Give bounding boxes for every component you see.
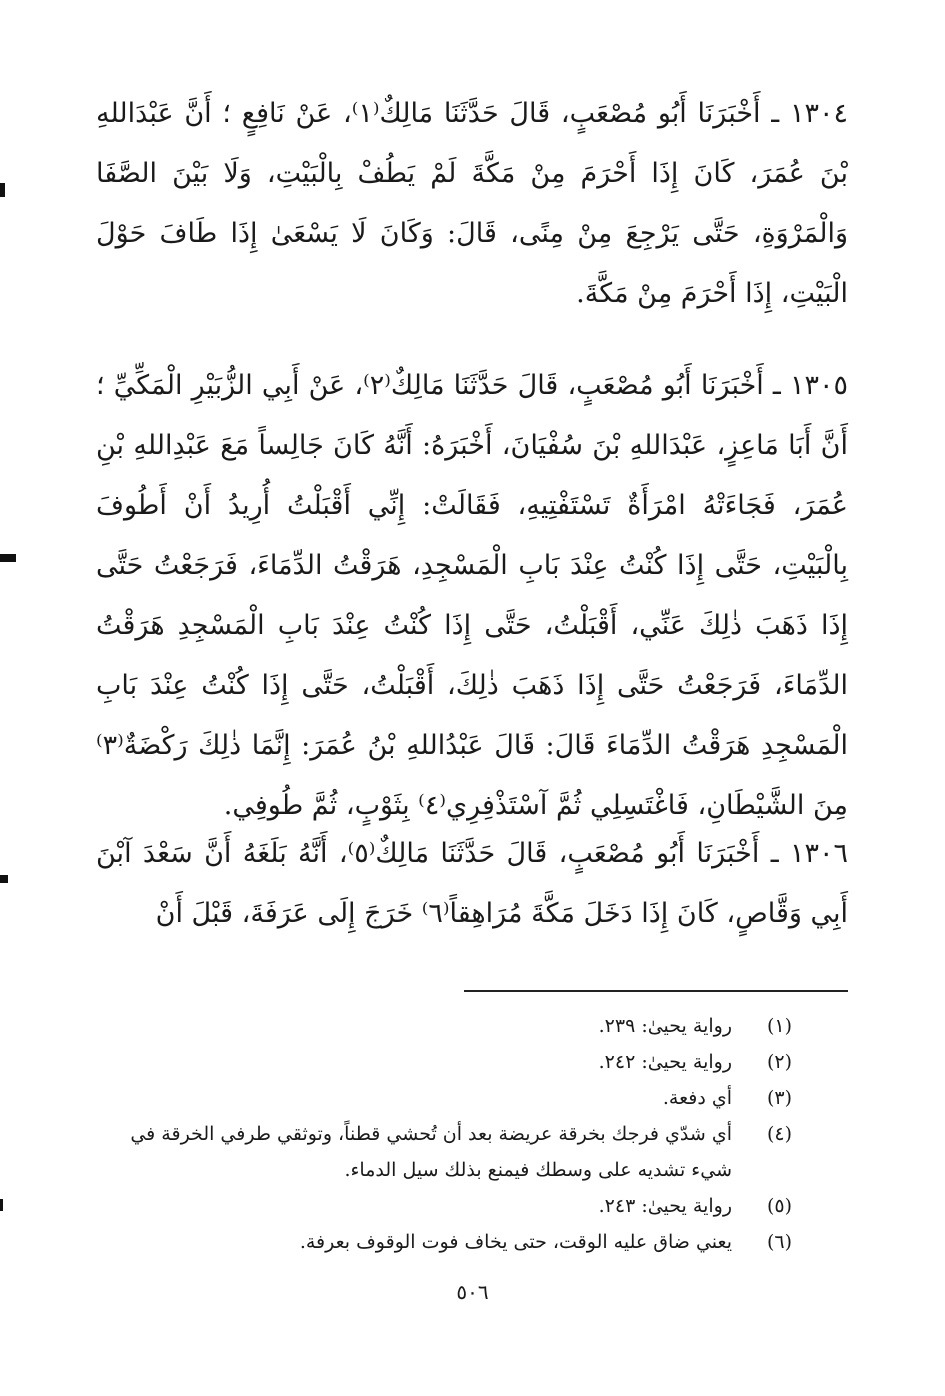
footnote-text: يعني ضاق عليه الوقت، حتى يخاف فوت الوقوف بعرفة. [299,1231,732,1253]
footnote-4 [92,1116,792,1188]
page-number: ٥٠٦ [456,1280,489,1304]
footnote-6 [92,1224,792,1260]
scan-edge-mark [0,183,5,197]
footnotes-section [92,1008,792,1260]
footnote-number: (٢) [766,1051,792,1073]
footnote-2 [92,1044,792,1080]
scan-edge-mark [0,875,8,883]
hadith-1305-paragraph: ١٣٠٥ ـ أَخْبَرَنَا أَبُو مُصْعَبٍ، قَالَ حَدَّثَنَا مَالِكٌ⁽٢⁾، عَنْ أَبِي الزُّبَيْرِ الْمَكِّيِّ ؛ أَنَّ أَبَا مَاعِزٍ، عَبْدَاللهِ بْنَ سُفْيَانَ، أَخْبَرَهُ: أَنَّهُ كَانَ جَالِساً مَعَ عَبْدِاللهِ بْنِ عُمَرَ، فَجَاءَتْهُ امْرَأَةٌ تَسْتَفْتِيهِ، فَقَالَتْ: إِنِّي أَقْبَلْتُ أُرِيدُ أَنْ أَطُوفَ بِالْبَيْتِ، حَتَّى إِذَا كُنْتُ عِنْدَ بَابِ الْمَسْجِدِ، هَرَقْتُ الدِّمَاءَ، فَرَجَعْتُ حَتَّى إِذَا ذَهَبَ ذٰلِكَ عَنِّي، أَقْبَلْتُ، حَتَّى إِذَا كُنْتُ عِنْدَ بَابِ الْمَسْجِدِ هَرَقْتُ الدِّمَاءَ، فَرَجَعْتُ حَتَّى إِذَا ذَهَبَ ذٰلِكَ، أَقْبَلْتُ، حَتَّى إِذَا كُنْتُ عِنْدَ بَابِ الْمَسْجِدِ هَرَقْتُ الدِّمَاءَ قَالَ: قَالَ عَبْدُاللهِ بْنُ عُمَرَ: إِنَّمَا ذٰلِكَ رَكْضَةٌ⁽٣⁾ مِنَ الشَّيْطَانِ، فَاغْتَسِلِي ثُمَّ آسْتَذْفِرِي⁽٤⁾ بِثَوْبٍ، ثُمَّ طُوفِي. [96,370,848,821]
footnote-1 [92,1008,792,1044]
scan-edge-mark [0,554,16,562]
footnote-number: (١) [766,1015,792,1037]
footnote-number: (٤) [766,1123,792,1145]
footnote-number: (٥) [766,1195,792,1217]
hadith-1304-paragraph: ١٣٠٤ ـ أَخْبَرَنَا أَبُو مُصْعَبٍ، قَالَ حَدَّثَنَا مَالِكٌ⁽١⁾، عَنْ نَافِعٍ ؛ أَنَّ عَبْدَاللهِ بْنَ عُمَرَ، كَانَ إِذَا أَحْرَمَ مِنْ مَكَّةَ لَمْ يَطُفْ بِالْبَيْتِ، وَلَا بَيْنَ الصَّفَا وَالْمَرْوَةِ، حَتَّى يَرْجِعَ مِنْ مِنًى، قَالَ: وَكَانَ لَا يَسْعَىٰ إِذَا طَافَ حَوْلَ الْبَيْتِ، إِذَا أَحْرَمَ مِنْ مَكَّةَ. [96,98,848,309]
scan-edge-mark [0,1199,3,1211]
footnote-separator [464,990,848,992]
footnote-text: رواية يحيىٰ: ٢٤٢. [598,1051,732,1073]
footnote-5 [92,1188,792,1224]
footnote-text: رواية يحيىٰ: ٢٤٣. [598,1195,732,1217]
footnote-3 [92,1080,792,1116]
hadith-1306-paragraph: ١٣٠٦ ـ أَخْبَرَنَا أَبُو مُصْعَبٍ، قَالَ حَدَّثَنَا مَالِكٌ⁽٥⁾، أَنَّهُ بَلَغَهُ أَنَّ سَعْدَ آبْنَ أَبِي وَقَّاصٍ، كَانَ إِذَا دَخَلَ مَكَّةَ مُرَاهِقاً⁽٦⁾ خَرَجَ إِلَى عَرَفَةَ، قَبْلَ أَنْ [96,838,848,929]
footnote-number: (٣) [766,1087,792,1109]
footnote-text: أي دفعة. [662,1087,732,1109]
footnote-number: (٦) [766,1231,792,1253]
footnote-text: رواية يحيىٰ: ٢٣٩. [598,1015,732,1037]
footnote-text: أي شدّي فرجك بخرقة عريضة بعد أن تُحشي قطناً، وتوثقي طرفي الخرقة في شيء تشديه على وسطك فيمنع بذلك سيل الدماء. [130,1123,732,1181]
